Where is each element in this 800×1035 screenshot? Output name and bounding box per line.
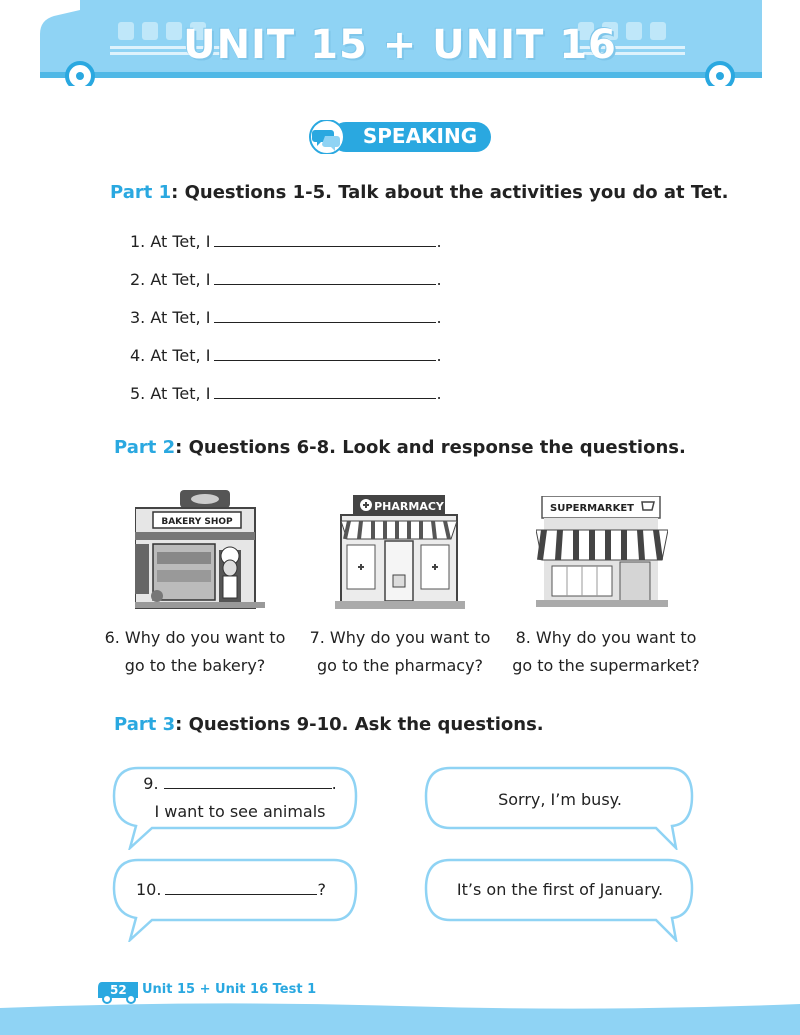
question-line: 6. Why do you want to — [104, 628, 286, 647]
question-8 — [506, 624, 706, 680]
pharmacy-sign: PHARMACY — [374, 500, 444, 513]
bakery-sign: BAKERY SHOP — [161, 517, 233, 527]
answer-blank[interactable] — [214, 270, 436, 285]
part1-item-1: 1. At Tet, I . — [130, 232, 442, 251]
part3-num: Part 3 — [114, 714, 176, 735]
bubble-10-text: 10. ? — [136, 880, 326, 899]
unit-title: UNIT 15 + UNIT 16 — [183, 22, 617, 68]
answer-blank[interactable] — [214, 346, 436, 361]
part1-num: Part 1 — [110, 182, 172, 203]
part1-item-5: 5. At Tet, I . — [130, 384, 442, 403]
answer-blank[interactable] — [165, 880, 317, 895]
bubble-busy-text: Sorry, I’m busy. — [498, 790, 622, 809]
question-6 — [95, 624, 295, 680]
bakery-shop-illustration — [135, 490, 265, 615]
supermarket-illustration — [536, 496, 668, 608]
question-number: 9. — [143, 774, 159, 793]
question-line: go to the pharmacy? — [316, 656, 484, 675]
part1-item-3: 3. At Tet, I . — [130, 308, 442, 327]
answer-blank[interactable] — [214, 232, 436, 247]
part1-item-4: 4. At Tet, I . — [130, 346, 442, 365]
part1-item-2: 2. At Tet, I . — [130, 270, 442, 289]
supermarket-sign: SUPERMARKET — [550, 503, 634, 514]
item-label: 2. At Tet, I — [130, 270, 211, 289]
section-label: SPEAKING — [362, 124, 478, 148]
question-line: 8. Why do you want to — [515, 628, 697, 647]
page-number: 52 — [110, 983, 127, 997]
part1-text: : Questions 1-5. Talk about the activities you do at Tet. — [171, 182, 729, 203]
part3-text: : Questions 9-10. Ask the questions. — [175, 714, 544, 735]
question-number: 10. — [136, 880, 162, 899]
bubble-9-text — [140, 770, 340, 826]
part2-num: Part 2 — [114, 437, 176, 458]
question-line: 7. Why do you want to — [309, 628, 491, 647]
item-label: 3. At Tet, I — [130, 308, 211, 327]
question-7 — [300, 624, 500, 680]
answer-blank[interactable] — [214, 308, 436, 323]
footer-wave — [0, 1000, 800, 1035]
pharmacy-illustration — [335, 495, 465, 610]
question-line: go to the supermarket? — [512, 656, 700, 675]
answer-blank[interactable] — [164, 774, 332, 789]
part2-text: : Questions 6-8. Look and response the questions. — [175, 437, 686, 458]
part1-heading — [110, 182, 728, 203]
item-label: 5. At Tet, I — [130, 384, 211, 403]
bubble-9-answer: I want to see animals — [154, 802, 326, 821]
footer-label: Unit 15 + Unit 16 Test 1 — [142, 982, 317, 997]
question-line: go to the bakery? — [124, 656, 266, 675]
answer-blank[interactable] — [214, 384, 436, 399]
part2-heading — [114, 437, 686, 458]
question-9-line: 9. . — [143, 774, 337, 793]
part3-heading — [114, 714, 544, 735]
item-label: 1. At Tet, I — [130, 232, 211, 251]
item-label: 4. At Tet, I — [130, 346, 211, 365]
bubble-january-text: It’s on the first of January. — [456, 880, 664, 899]
